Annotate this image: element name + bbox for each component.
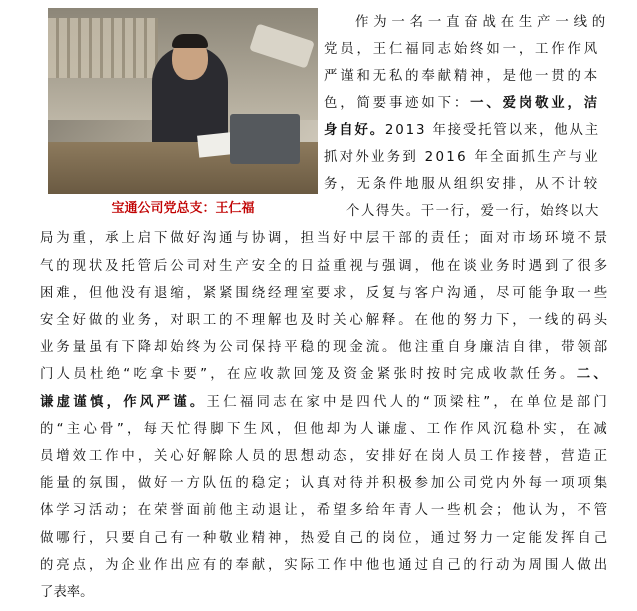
body-text: 安全好做的业务，对职工的不理解也及时关心解释。在他的努力下，一线的码头 xyxy=(40,313,610,328)
article-line xyxy=(324,149,600,167)
body-text: 党员，王仁福同志始终如一，工作作风 xyxy=(324,42,600,57)
body-text: 的“主心骨”，每天忙得脚下生风，但他却为人谦虚、工作作风沉稳朴实，在减 xyxy=(40,422,610,437)
article-line xyxy=(355,14,610,32)
body-text: 王仁福同志在家中是四代人的“顶梁柱”，在单位是部门 xyxy=(206,395,610,410)
article-line xyxy=(324,95,600,113)
body-text: 了表率。 xyxy=(40,585,94,600)
article-line xyxy=(40,312,610,330)
bold-heading-text: 二、 xyxy=(576,367,611,382)
article-line xyxy=(40,285,610,303)
body-text: 作为一名一直奋战在生产一线的 xyxy=(355,15,610,30)
article-line xyxy=(40,258,610,276)
article-line xyxy=(324,68,600,86)
portrait-photo xyxy=(48,8,318,194)
article-line xyxy=(324,41,600,59)
bold-heading-text: 谦虚谨慎，作风严谨。 xyxy=(40,395,207,410)
body-text: 气的现状及托管后公司对生产安全的日益重视与强调，他在谈业务时遇到了很多 xyxy=(40,259,610,274)
article-line xyxy=(346,203,600,221)
article-line xyxy=(40,448,610,466)
body-text: 做哪行，只要自己有一种敬业精神，热爱自己的岗位，通过努力一定能发挥自己 xyxy=(40,531,610,546)
body-text: 个人得失。干一行，爱一行，始终以大 xyxy=(346,204,600,219)
body-text: 体学习活动；在荣誉面前他主动退让，希望多给年青人一些机会；他认为，不管 xyxy=(40,503,610,518)
body-text: 抓对外业务到 2016 年全面抓生产与业 xyxy=(324,150,600,165)
body-text: 务，无条件地服从组织安排，从不计较 xyxy=(324,177,600,192)
article-line xyxy=(324,122,600,140)
body-text: 业务量虽有下降却始终为公司保持平稳的现金流。他注重自身廉洁自律，带领部 xyxy=(40,340,610,355)
article-line xyxy=(40,557,610,575)
body-text: 2013 年接受托管以来，他从主 xyxy=(384,123,600,138)
body-text: 严谨和无私的奉献精神，是他一贯的本 xyxy=(324,69,600,84)
photo-hair xyxy=(172,34,208,48)
article-line xyxy=(40,421,610,439)
article-line xyxy=(40,394,610,412)
article-line xyxy=(40,366,610,384)
photo-machine xyxy=(230,114,300,164)
body-text: 员增效工作中，关心好解除人员的思想动态，安排好在岗人员工作接替，营造正 xyxy=(40,449,610,464)
photo-shelf xyxy=(48,18,158,78)
body-text: 能量的氛围，做好一方队伍的稳定；认真对待并积极参加公司党内外每一项项集 xyxy=(40,476,610,491)
body-text: 局为重，承上启下做好沟通与协调，担当好中层干部的责任；面对市场环境不景 xyxy=(40,231,610,246)
article-line xyxy=(40,475,610,493)
bold-heading-text: 一、爱岗敬业，洁 xyxy=(470,96,601,111)
article-line xyxy=(324,176,600,194)
article-line xyxy=(40,530,610,548)
body-text: 困难，但他没有退缩，紧紧围绕经理室要求，反复与客户沟通，尽可能争取一些 xyxy=(40,286,610,301)
bold-heading-text: 身自好。 xyxy=(324,123,385,138)
body-text: 门人员杜绝“吃拿卡要”，在应收款回笼及资金紧张时按时完成收款任务。 xyxy=(40,367,577,382)
body-text: 色，简要事迹如下： xyxy=(324,96,471,111)
article-line xyxy=(40,584,94,602)
photo-caption: 宝通公司党总支：王仁福 xyxy=(111,201,255,216)
article-line xyxy=(40,502,610,520)
body-text: 的亮点，为企业作出应有的奉献，实际工作中他也通过自己的行动为周围人做出 xyxy=(40,558,610,573)
article-line xyxy=(40,230,610,248)
article-line xyxy=(40,339,610,357)
